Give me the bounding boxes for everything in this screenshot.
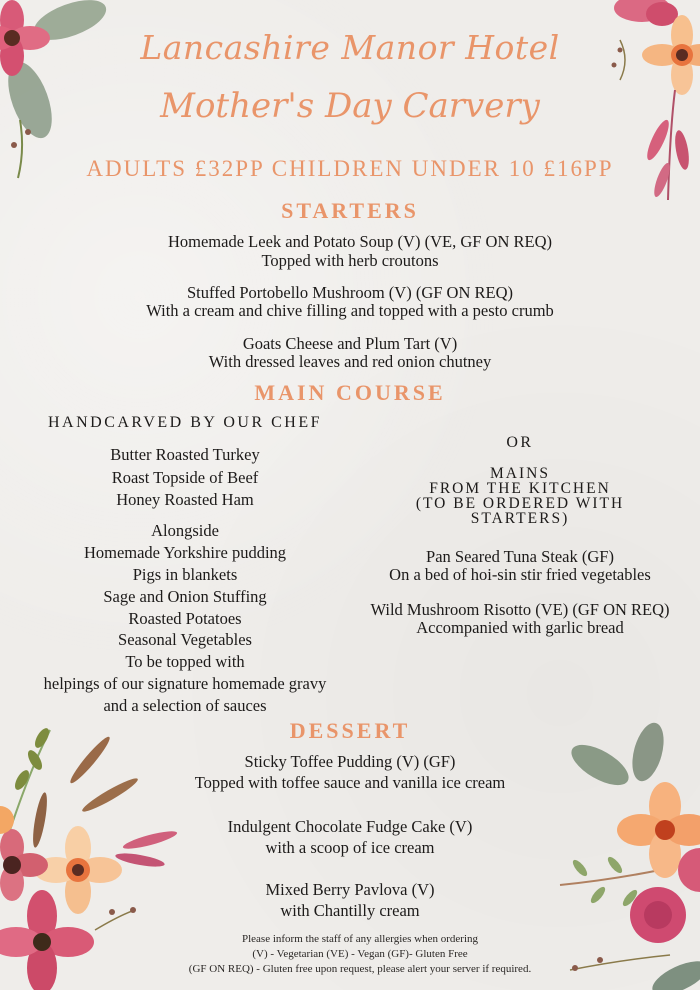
or-label: OR bbox=[506, 434, 534, 451]
carvery-side: Roasted Potatoes bbox=[128, 609, 242, 628]
starter-item-desc: With dressed leaves and red onion chutney bbox=[208, 352, 492, 371]
dessert-item-name: Mixed Berry Pavlova (V) bbox=[265, 880, 435, 899]
starter-item-desc: Topped with herb croutons bbox=[261, 251, 439, 270]
hotel-title: Lancashire Manor Hotel bbox=[140, 28, 560, 67]
dessert-heading: DESSERT bbox=[289, 718, 411, 743]
carvery-side: Alongside bbox=[151, 521, 219, 540]
gf-on-request-note: (GF ON REQ) - Gluten free upon request, please alert your server if required. bbox=[188, 963, 532, 975]
carvery-side: Seasonal Vegetables bbox=[118, 630, 252, 649]
dessert-item-desc: with a scoop of ice cream bbox=[265, 838, 435, 857]
event-subtitle: Mother's Day Carvery bbox=[160, 86, 540, 126]
dessert-item-desc: with Chantilly cream bbox=[280, 901, 420, 920]
allergy-note: Please inform the staff of any allergies when ordering bbox=[241, 933, 479, 945]
carvery-heading: HANDCARVED BY OUR CHEF bbox=[47, 414, 323, 431]
starter-item-desc: With a cream and chive filling and topped with a pesto crumb bbox=[146, 301, 554, 320]
diet-key: (V) - Vegetarian (VE) - Vegan (GF)- Gluten Free bbox=[252, 948, 468, 960]
kitchen-heading-line: STARTERS) bbox=[470, 510, 570, 527]
carvery-side: and a selection of sauces bbox=[103, 696, 267, 715]
starter-item-name: Stuffed Portobello Mushroom (V) (GF ON REQ) bbox=[186, 283, 513, 302]
starters-heading: STARTERS bbox=[281, 198, 419, 223]
carvery-meat: Butter Roasted Turkey bbox=[110, 445, 260, 464]
kitchen-item-name: Pan Seared Tuna Steak (GF) bbox=[426, 547, 614, 566]
kitchen-item-name: Wild Mushroom Risotto (VE) (GF ON REQ) bbox=[370, 600, 670, 619]
carvery-meat: Honey Roasted Ham bbox=[116, 490, 254, 509]
dessert-item-name: Indulgent Chocolate Fudge Cake (V) bbox=[227, 817, 473, 836]
kitchen-item-desc: Accompanied with garlic bread bbox=[416, 618, 624, 637]
starter-item-name: Goats Cheese and Plum Tart (V) bbox=[242, 334, 458, 353]
dessert-item-desc: Topped with toffee sauce and vanilla ice cream bbox=[194, 773, 506, 792]
carvery-side: Sage and Onion Stuffing bbox=[103, 587, 267, 606]
kitchen-item-desc: On a bed of hoi-sin stir fried vegetables bbox=[389, 565, 651, 584]
carvery-side: Homemade Yorkshire pudding bbox=[83, 543, 287, 562]
kitchen-heading-line: MAINS bbox=[490, 465, 550, 482]
carvery-meat: Roast Topside of Beef bbox=[111, 468, 259, 487]
kitchen-heading-line: FROM THE KITCHEN bbox=[429, 480, 611, 497]
carvery-side: helpings of our signature homemade gravy bbox=[43, 674, 327, 693]
main-course-heading: MAIN COURSE bbox=[254, 380, 446, 405]
dessert-item-name: Sticky Toffee Pudding (V) (GF) bbox=[244, 752, 456, 771]
carvery-side: Pigs in blankets bbox=[132, 565, 238, 584]
kitchen-heading-line: (TO BE ORDERED WITH bbox=[415, 495, 625, 512]
price-banner: ADULTS £32PP CHILDREN UNDER 10 £16PP bbox=[86, 156, 614, 181]
starter-item-name: Homemade Leek and Potato Soup (V) (VE, GF ON REQ) bbox=[167, 232, 552, 251]
carvery-side: To be topped with bbox=[125, 652, 245, 671]
